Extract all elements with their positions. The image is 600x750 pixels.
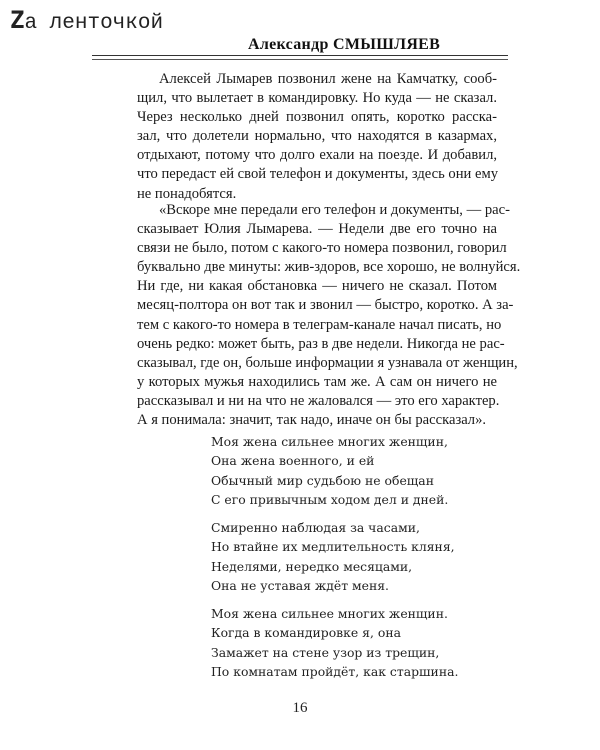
header-rule-thick: [92, 55, 508, 56]
text-line: Ни где, ни какая обстановка — ничего не сказал. Потом: [137, 278, 497, 295]
text-line: рассказывал и ни на что не жаловался — это его характер.: [137, 392, 500, 409]
poem-line: Обычный мир судьбою не обещан: [211, 472, 434, 488]
text-line: Алексей Лымарев позвонил жене на Камчатку, сооб-: [159, 71, 497, 87]
poem-line: Неделями, нередко месяцами,: [211, 558, 413, 574]
author-name: Александр СМЫШЛЯЕВ: [248, 36, 441, 53]
poem-line: Смиренно наблюдая за часами,: [211, 520, 420, 535]
text-line: не понадобятся.: [137, 185, 237, 202]
text-line: буквально две минуты: жив-здоров, все хорошо, не волнуйся.: [137, 259, 521, 276]
poem-line: Она не уставая ждёт меня.: [211, 578, 390, 594]
text-line: отдыхают, потому что долго ехали на поезде. И добавил,: [137, 147, 497, 164]
header-rule-thin: [92, 59, 508, 60]
poem-line: Но втайне их медлительность кляня,: [211, 539, 455, 555]
poem-line: Когда в командировке я, она: [211, 625, 401, 641]
poem-line: Моя жена сильнее многих женщин.: [211, 606, 448, 621]
poem-stanza-1: [211, 432, 448, 510]
page-number: 16: [292, 700, 308, 716]
text-line: очень редко: может быть, раз в две недели. Никогда не рас-: [137, 335, 505, 352]
text-line: что передаст ей свой телефон и документы, здесь они ему: [137, 166, 499, 183]
text-line: тем с какого-то номера в телеграм-канале начал писать, но: [137, 316, 502, 333]
text-line: А я понимала: значит, так надо, иначе он бы рассказал».: [137, 412, 487, 429]
text-line: щил, что вылетает в командировку. Но куда — не сказал.: [137, 90, 497, 107]
poem-stanza-2: [211, 518, 455, 596]
poem-line: Она жена военного, и ей: [211, 453, 375, 469]
text-line: Через несколько дней позвонил опять, коротко расска-: [137, 109, 497, 126]
poem-line: Замажет на стене узор из трещин,: [211, 644, 440, 660]
poem-line: По комнатам пройдёт, как старшина.: [211, 664, 459, 680]
paragraph-2: [137, 201, 521, 430]
text-line: сказывает Юлия Лымарева. — Недели две его точно на: [137, 221, 497, 238]
text-line: у которых мужья находились там же. А сам он ничего не: [137, 373, 497, 390]
text-line: связи не было, потом с какого-то номера позвонил, говорил: [137, 240, 507, 257]
section-title-rest: а ленточкой: [24, 12, 164, 35]
text-line: зал, что долетели нормально, что находятся в казармах,: [137, 128, 497, 145]
text-line: «Вскоре мне передали его телефон и документы, — рас-: [159, 202, 510, 218]
paragraph-1: [137, 70, 497, 204]
poem-stanza-3: [211, 604, 458, 682]
text-line: месяц-полтора он вот так и звонил — быстро, коротко. А за-: [137, 297, 514, 314]
section-title-initial: Z: [10, 6, 25, 34]
section-title: [10, 6, 163, 35]
poem-line: С его привычным ходом дел и дней.: [211, 492, 449, 508]
text-line: сказывал, где он, больше информации я узнавала от женщин,: [137, 354, 518, 371]
poem-line: Моя жена сильнее многих женщин,: [211, 434, 448, 449]
